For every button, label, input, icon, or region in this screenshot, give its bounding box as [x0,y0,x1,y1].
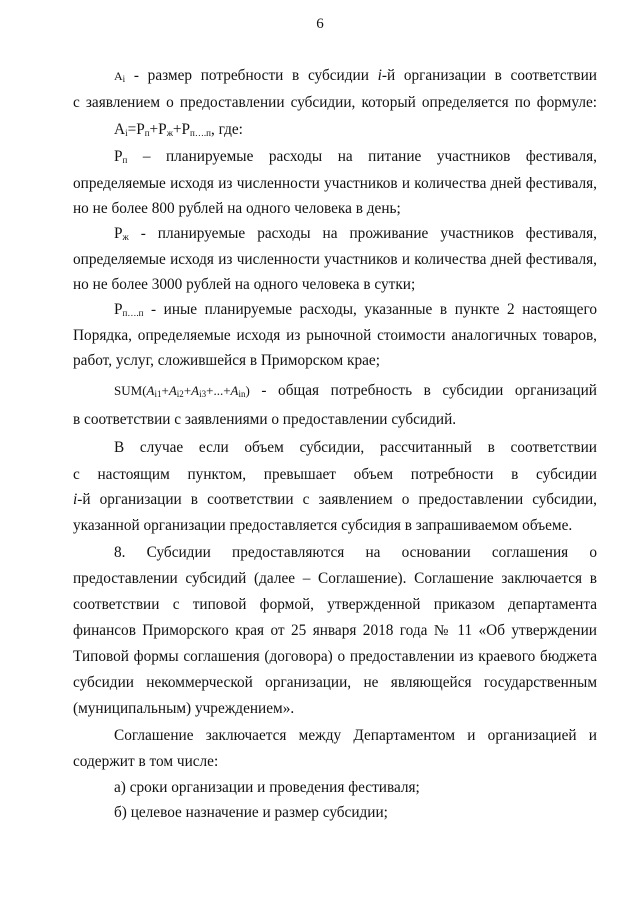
pzh-definition-line-1: $P_ж$ - планируемые расходы на проживание участников фестиваля, [114,225,597,242]
para8-line-7: (муниципальным) учреждением». [73,700,295,717]
para8-line-4: финансов Приморского края от 25 января 2018 года № 11 «Об утверждении [73,622,597,639]
sum-definition-line-1: $SUM(A_{i1}+A_{i2}+A_{i3}+...+A_{in})$ - общая потребность в субсидии организаций [114,382,597,399]
pzh-definition-line-3: но не более 3000 рублей на одного человека в сутки; [73,276,416,293]
para8-line-1: 8. Субсидии предоставляются на основании соглашения о [114,544,597,561]
list-item-a: а) сроки организации и проведения фестиваля; [114,779,420,796]
pp-definition-line-3: но не более 800 рублей на одного человека в день; [73,200,401,217]
agreement-paragraph-line-1: Соглашение заключается между Департаментом и организацией и [114,727,597,744]
para8-line-6: субсидии некоммерческой организации, не являющейся государственным [73,674,597,691]
case-paragraph-line-4: указанной организации предоставляется субсидия в запрашиваемом объеме. [73,517,573,534]
ppn-definition-line-3: работ, услуг, сложившейся в Приморском крае; [73,352,380,369]
para8-line-2: предоставлении субсидий (далее – Соглашение). Соглашение заключается в [73,570,597,587]
formula-line: $A_i=P_п+P_ж+P_{п\dots.п}$, где: [114,121,243,138]
agreement-paragraph-line-2: содержит в том числе: [73,753,219,770]
pzh-definition-line-2: определяемые исходя из численности участников и количества дней фестиваля, [73,251,597,268]
page-number: 6 [316,16,324,32]
a-i-symbol: $A_i$ [114,69,126,84]
a-i-definition-line-2: с заявлением о предоставлении субсидии, который определяется по формуле: [73,94,597,111]
a-i-definition-line-1: $A_i$ - размер потребности в субсидии i-й организации в соответствии [114,67,597,84]
para8-line-5: Типовой формы соглашения (договора) о предоставлении из краевого бюджета [73,648,597,665]
list-item-b: б) целевое назначение и размер субсидии; [114,804,388,821]
pp-definition-line-1: $P_п$ – планируемые расходы на питание участников фестиваля, [114,148,597,165]
ppn-definition-line-2: Порядка, определяемые исходя из рыночной стоимости аналогичных товаров, [73,327,597,344]
pp-definition-line-2: определяемые исходя из численности участников и количества дней фестиваля, [73,175,597,192]
case-paragraph-line-3: i-й организации в соответствии с заявлением о предоставлении субсидии, [73,491,597,508]
case-paragraph-line-2: с настоящим пунктом, превышает объем потребности в субсидии [73,466,597,483]
para8-line-3: соответствии с типовой формой, утвержденной приказом департамента [73,596,597,613]
sum-formula: $SUM(A_{i1}+A_{i2}+A_{i3}+...+A_{in})$ [114,383,250,399]
sum-definition-line-2: в соответствии с заявлениями о предоставлении субсидий. [73,411,457,428]
ppn-definition-line-1: $P_{п\dots.п}$ - иные планируемые расходы, указанные в пункте 2 настоящего [114,301,597,318]
case-paragraph-line-1: В случае если объем субсидии, рассчитанный в соответствии [114,439,597,456]
